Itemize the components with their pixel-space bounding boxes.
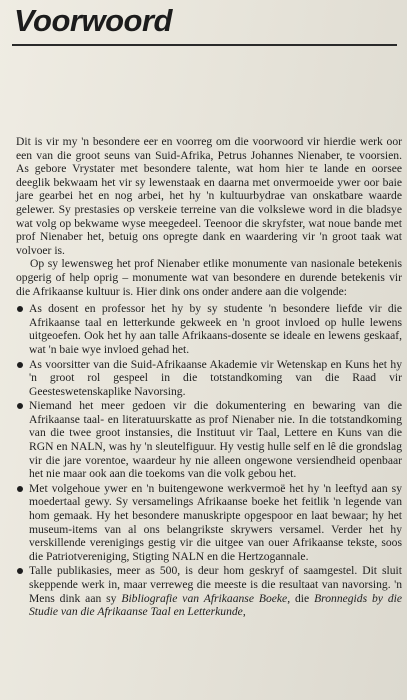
intro-paragraph: Dit is vir my 'n besondere eer en voorreg om die voorwoord vir hierdie werk oor een van die groot seuns van Suid-Afrika, Petrus Johannes Nienaber, te voorsien. As gebore Vrystater met besondere talente, wat hom hier te lande en oorsee deeglik bekwaam het vir sy lewenstaak en daarna met onvermoeide ywer oor baie jare gearbei het en nog arbei, het hy 'n kultuurbydrae van onskatbare waarde gelewer. Sy prestasies op verskeie terreine van die volkslewe word in die bladsye wat volg op bekwame wyse meegedeel. Teenoor die skryfster, wat noue bande met prof Nienaber het, betuig ons opregte dank en waardering vir 'n groot taak wat volvoer is. [16,135,402,257]
book-title-bibliografie: Bibliografie van Afrikaanse Boeke [121,591,288,605]
book-title-bronnegids: Bronnegids by die Studie van die Afrikaanse Taal en Letterkunde [29,591,402,619]
list-item-text: Met volgehoue ywer en 'n buitengewone werkvermoë het hy 'n leeftyd aan sy moedertaal gewy. Sy versamelings Afrikaanse boeke het feitlik 'n legende van hom gemaak. Hy het besondere manuskripte opgespoor en laat bewaar; hy het museum-items van al ons belangrikste skrywers versamel. Verder het hy verskillende verenigings gestig vir die uitgee van ouer Afrikaanse tekste, soos die Patriotvereniging, Stigting NALN en die Hertzogannale. [29,481,402,563]
bullet-icon [17,306,23,312]
bullet-icon [17,403,23,409]
list-item-text: As voorsitter van die Suid-Afrikaanse Akademie vir Wetenskap en Kuns het hy 'n groot rol gespeel in die totstandkoming van die Raad vir Geesteswetenskaplike Navorsing. [29,357,402,398]
list-item-text-end: , [242,605,246,619]
list-item-text-mid: , die [287,591,315,605]
bullet-icon [17,486,23,492]
list-item [16,302,402,356]
bullet-icon [17,362,23,368]
list-item-text-start: Talle publikasies, meer as 500, is deur hom geskryf of saamgestel. Dit sluit skeppende werk in, maar verreweg die meeste is die resultaat van navorsing. 'n Mens dink aan sy [29,564,402,605]
list-item [16,482,402,564]
second-paragraph: Op sy lewensweg het prof Nienaber etlike monumente van nasionale betekenis opgerig of help oprig – monumente wat van besondere en durende betekenis vir die Afrikaanse kultuur is. Hier dink ons onder andere aan die volgende: [16,257,402,298]
list-item-text: As dosent en professor het hy by sy studente 'n besondere liefde vir die Afrikaanse taal en letterkunde gekweek en 'n groot invloed op hulle lewens uitgeoefen. Ook het hy aan talle Afrikaans-dosente se ideale en lewens geskaaf, wat 'n baie wye invloed gehad het. [29,302,402,356]
title-rule [12,44,397,46]
list-item [16,564,402,618]
list-item [16,399,402,481]
list-item [16,358,402,399]
page-title: Voorwoord [14,3,172,38]
bullet-list [16,302,402,619]
body-text [16,135,402,620]
bullet-icon [17,568,23,574]
list-item-text: Niemand het meer gedoen vir die dokumentering en bewaring van die Afrikaanse taal- en literatuurskatte as prof Nienaber nie. In die totstandkoming van die twee groot instansies, die Instituut vir Taal, Lettere en Kuns van die RGN en NALN, was hy 'n sleutelfiguur. Hy vestig hulle self en lê die grondslag vir die jare vorentoe, waardeur hy nie alleen ongewone versiendheid openbaar het nie maar ook aan die toekoms van die volk gebou het. [29,399,402,481]
